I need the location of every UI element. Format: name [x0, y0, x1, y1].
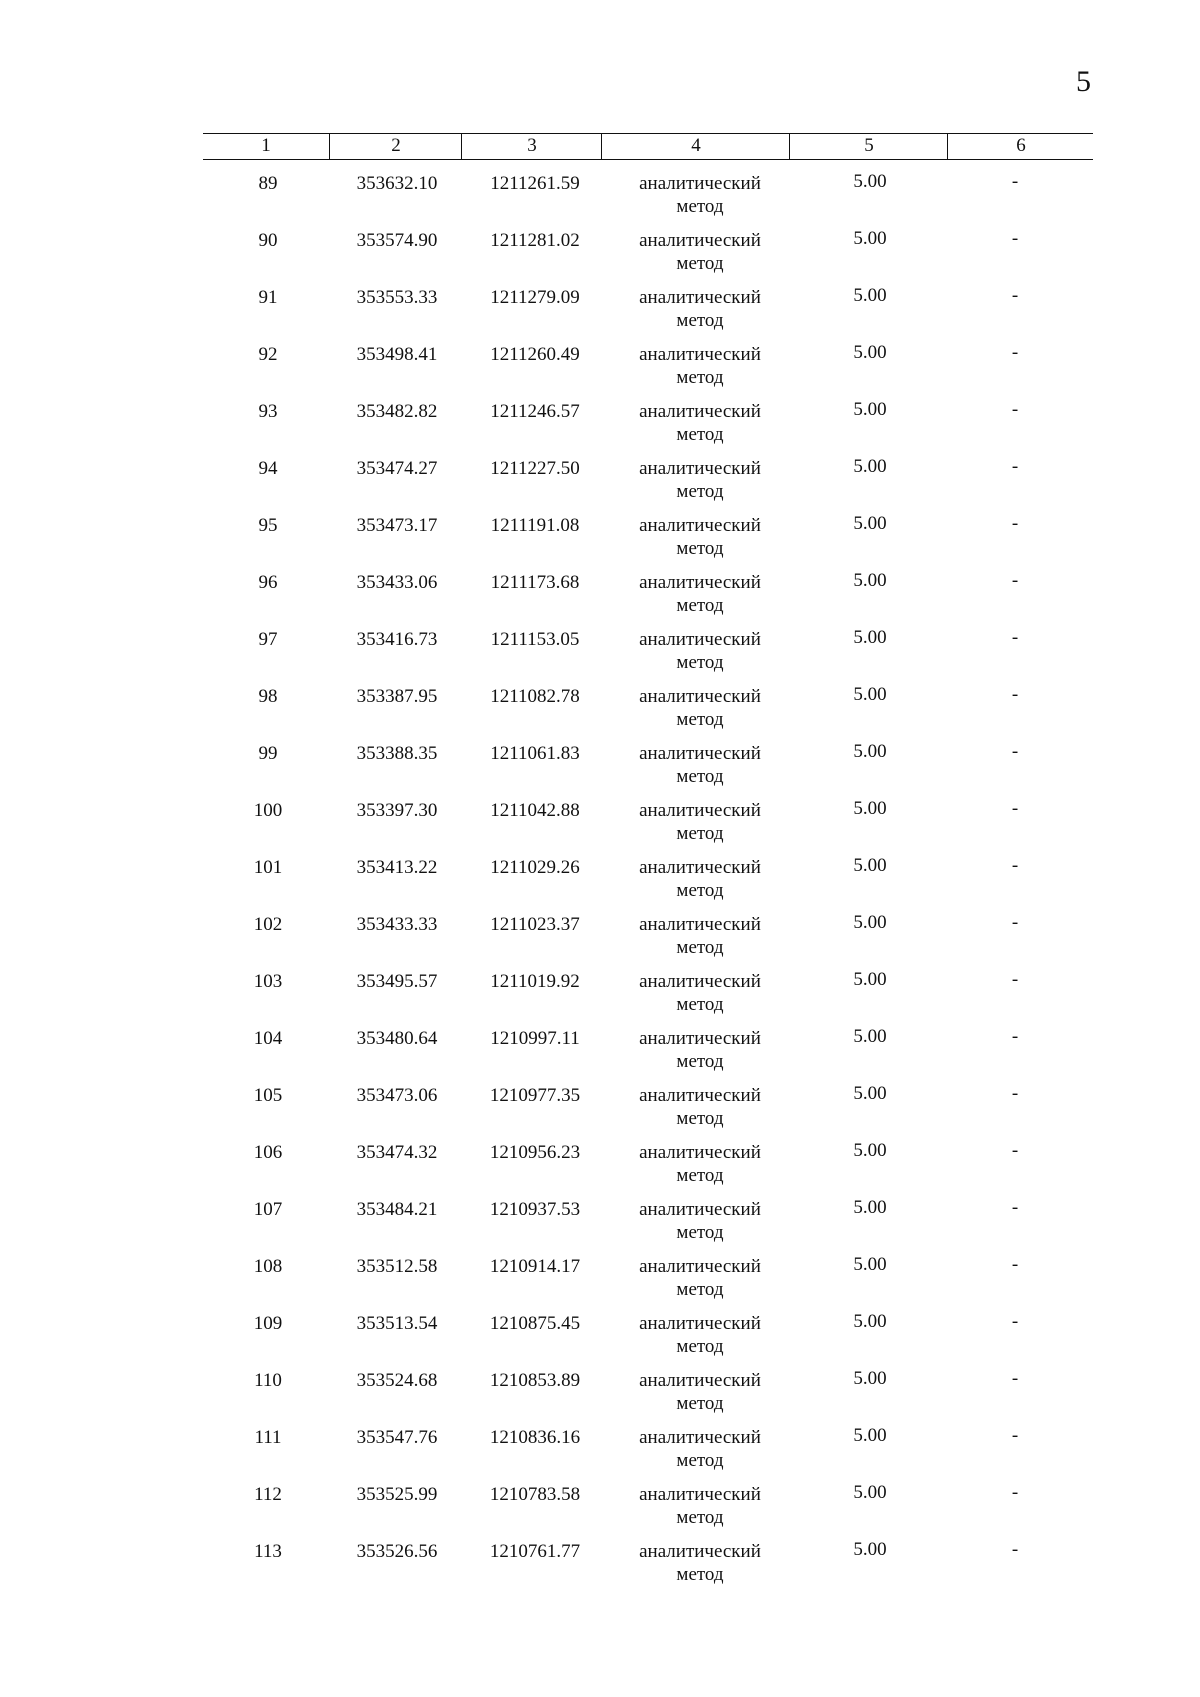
x-coordinate-cell: 353433.33	[356, 914, 438, 935]
method-line-1: аналитический	[639, 1199, 761, 1220]
note-cell: -	[1011, 1368, 1019, 1389]
note-cell: -	[1011, 570, 1019, 591]
y-coordinate-cell: 1211019.92	[490, 971, 580, 992]
method-line-1: аналитический	[639, 173, 761, 194]
method-cell	[605, 685, 795, 731]
method-line-2: метод	[676, 709, 724, 730]
method-cell	[605, 1483, 795, 1529]
accuracy-value-cell: 5.00	[853, 1368, 887, 1389]
x-coordinate-cell: 353397.30	[356, 800, 438, 821]
point-number-cell: 96	[258, 572, 278, 593]
y-coordinate-cell: 1210853.89	[489, 1370, 581, 1391]
x-coordinate-cell: 353553.33	[356, 287, 438, 308]
accuracy-value-cell: 5.00	[853, 171, 887, 192]
point-number-cell: 107	[253, 1199, 283, 1220]
accuracy-value-cell: 5.00	[853, 1083, 887, 1104]
note-cell: -	[1011, 741, 1019, 762]
method-line-2: метод	[676, 310, 724, 331]
x-coordinate-cell: 353473.17	[356, 515, 438, 536]
accuracy-value-cell: 5.00	[853, 627, 887, 648]
point-number-cell: 103	[253, 971, 283, 992]
x-coordinate-cell: 353388.35	[356, 743, 438, 764]
point-number-cell: 111	[254, 1427, 282, 1448]
point-number-cell: 99	[258, 743, 278, 764]
point-number-cell: 113	[254, 1541, 282, 1562]
method-cell	[605, 1369, 795, 1415]
note-cell: -	[1011, 285, 1019, 306]
point-number-cell: 108	[253, 1256, 283, 1277]
point-number-cell: 105	[253, 1085, 283, 1106]
method-line-1: аналитический	[639, 344, 761, 365]
method-line-1: аналитический	[639, 458, 761, 479]
method-cell	[605, 286, 795, 332]
table-row	[0, 1255, 1200, 1312]
y-coordinate-cell: 1211082.78	[490, 686, 580, 707]
table-row	[0, 400, 1200, 457]
x-coordinate-cell: 353513.54	[356, 1313, 438, 1334]
table-row	[0, 913, 1200, 970]
table-row	[0, 1369, 1200, 1426]
y-coordinate-cell: 1211227.50	[490, 458, 580, 479]
note-cell: -	[1011, 627, 1019, 648]
point-number-cell: 92	[258, 344, 278, 365]
method-line-2: метод	[676, 1165, 724, 1186]
method-cell	[605, 1312, 795, 1358]
note-cell: -	[1011, 855, 1019, 876]
note-cell: -	[1011, 513, 1019, 534]
table-row	[0, 286, 1200, 343]
method-line-2: метод	[676, 937, 724, 958]
method-cell	[605, 799, 795, 845]
method-cell	[605, 1027, 795, 1073]
accuracy-value-cell: 5.00	[853, 1425, 887, 1446]
table-row	[0, 571, 1200, 628]
accuracy-value-cell: 5.00	[853, 798, 887, 819]
x-coordinate-cell: 353512.58	[356, 1256, 438, 1277]
point-number-cell: 91	[258, 287, 278, 308]
method-line-1: аналитический	[639, 1028, 761, 1049]
point-number-cell: 104	[253, 1028, 283, 1049]
header-cell-5: 5	[789, 134, 948, 159]
method-line-2: метод	[676, 595, 724, 616]
x-coordinate-cell: 353474.32	[356, 1142, 438, 1163]
method-line-2: метод	[676, 196, 724, 217]
method-line-2: метод	[676, 367, 724, 388]
header-cell-1: 1	[261, 135, 271, 156]
y-coordinate-cell: 1211281.02	[490, 230, 580, 251]
page-number: 5	[1076, 65, 1091, 98]
method-cell	[605, 1540, 795, 1586]
method-line-1: аналитический	[639, 1484, 761, 1505]
point-number-cell: 100	[253, 800, 283, 821]
x-coordinate-cell: 353482.82	[356, 401, 438, 422]
method-line-2: метод	[676, 823, 724, 844]
y-coordinate-cell: 1211153.05	[490, 629, 580, 650]
method-cell	[605, 913, 795, 959]
x-coordinate-cell: 353433.06	[356, 572, 438, 593]
method-line-1: аналитический	[639, 287, 761, 308]
method-line-2: метод	[676, 1393, 724, 1414]
note-cell: -	[1011, 1083, 1019, 1104]
method-line-1: аналитический	[639, 629, 761, 650]
note-cell: -	[1011, 399, 1019, 420]
y-coordinate-cell: 1210977.35	[489, 1085, 581, 1106]
y-coordinate-cell: 1210914.17	[489, 1256, 581, 1277]
table-row	[0, 343, 1200, 400]
accuracy-value-cell: 5.00	[853, 285, 887, 306]
note-cell: -	[1011, 342, 1019, 363]
method-cell	[605, 742, 795, 788]
x-coordinate-cell: 353495.57	[356, 971, 438, 992]
point-number-cell: 97	[258, 629, 278, 650]
point-number-cell: 110	[254, 1370, 282, 1391]
method-line-1: аналитический	[639, 914, 761, 935]
table-row	[0, 685, 1200, 742]
point-number-cell: 90	[258, 230, 278, 251]
table-row	[0, 1540, 1200, 1597]
header-cell-2: 2	[329, 134, 462, 159]
method-line-1: аналитический	[639, 1085, 761, 1106]
accuracy-value-cell: 5.00	[853, 855, 887, 876]
point-number-cell: 89	[258, 173, 278, 194]
y-coordinate-cell: 1211191.08	[490, 515, 580, 536]
table-row	[0, 229, 1200, 286]
method-line-2: метод	[676, 1336, 724, 1357]
table-row	[0, 742, 1200, 799]
method-line-2: метод	[676, 481, 724, 502]
method-line-1: аналитический	[639, 971, 761, 992]
y-coordinate-cell: 1210783.58	[489, 1484, 581, 1505]
y-coordinate-cell: 1211279.09	[490, 287, 580, 308]
table-row	[0, 628, 1200, 685]
method-line-1: аналитический	[639, 1142, 761, 1163]
method-line-1: аналитический	[639, 572, 761, 593]
method-cell	[605, 1084, 795, 1130]
accuracy-value-cell: 5.00	[853, 513, 887, 534]
accuracy-value-cell: 5.00	[853, 912, 887, 933]
point-number-cell: 93	[258, 401, 278, 422]
table-header	[203, 133, 1093, 160]
x-coordinate-cell: 353416.73	[356, 629, 438, 650]
y-coordinate-cell: 1211173.68	[490, 572, 580, 593]
accuracy-value-cell: 5.00	[853, 1197, 887, 1218]
accuracy-value-cell: 5.00	[853, 342, 887, 363]
method-cell	[605, 970, 795, 1016]
note-cell: -	[1011, 969, 1019, 990]
note-cell: -	[1011, 1425, 1019, 1446]
method-line-2: метод	[676, 538, 724, 559]
method-cell	[605, 1255, 795, 1301]
header-cell-3: 3	[461, 134, 602, 159]
table-row	[0, 1084, 1200, 1141]
y-coordinate-cell: 1211042.88	[490, 800, 580, 821]
method-line-2: метод	[676, 766, 724, 787]
method-line-2: метод	[676, 1051, 724, 1072]
method-cell	[605, 229, 795, 275]
accuracy-value-cell: 5.00	[853, 1539, 887, 1560]
point-number-cell: 102	[253, 914, 283, 935]
x-coordinate-cell: 353524.68	[356, 1370, 438, 1391]
note-cell: -	[1011, 456, 1019, 477]
accuracy-value-cell: 5.00	[853, 741, 887, 762]
accuracy-value-cell: 5.00	[853, 969, 887, 990]
note-cell: -	[1011, 1539, 1019, 1560]
method-line-2: метод	[676, 1222, 724, 1243]
method-cell	[605, 1426, 795, 1472]
table-row	[0, 514, 1200, 571]
method-line-1: аналитический	[639, 230, 761, 251]
method-line-2: метод	[676, 424, 724, 445]
x-coordinate-cell: 353387.95	[356, 686, 438, 707]
point-number-cell: 101	[253, 857, 283, 878]
point-number-cell: 112	[254, 1484, 282, 1505]
method-line-1: аналитический	[639, 1541, 761, 1562]
method-line-2: метод	[676, 994, 724, 1015]
method-line-2: метод	[676, 1564, 724, 1585]
method-cell	[605, 571, 795, 617]
table-row	[0, 1312, 1200, 1369]
note-cell: -	[1011, 171, 1019, 192]
method-line-2: метод	[676, 1279, 724, 1300]
method-line-1: аналитический	[639, 800, 761, 821]
accuracy-value-cell: 5.00	[853, 1254, 887, 1275]
note-cell: -	[1011, 228, 1019, 249]
method-line-2: метод	[676, 1507, 724, 1528]
method-cell	[605, 514, 795, 560]
x-coordinate-cell: 353413.22	[356, 857, 438, 878]
note-cell: -	[1011, 684, 1019, 705]
method-cell	[605, 172, 795, 218]
x-coordinate-cell: 353498.41	[356, 344, 438, 365]
method-cell	[605, 1141, 795, 1187]
y-coordinate-cell: 1211260.49	[490, 344, 580, 365]
method-line-1: аналитический	[639, 743, 761, 764]
method-cell	[605, 628, 795, 674]
x-coordinate-cell: 353574.90	[356, 230, 438, 251]
method-line-2: метод	[676, 652, 724, 673]
y-coordinate-cell: 1211246.57	[490, 401, 580, 422]
accuracy-value-cell: 5.00	[853, 456, 887, 477]
accuracy-value-cell: 5.00	[853, 1482, 887, 1503]
method-line-2: метод	[676, 1108, 724, 1129]
method-line-1: аналитический	[639, 1427, 761, 1448]
point-number-cell: 106	[253, 1142, 283, 1163]
y-coordinate-cell: 1211061.83	[490, 743, 580, 764]
x-coordinate-cell: 353547.76	[356, 1427, 438, 1448]
method-cell	[605, 400, 795, 446]
x-coordinate-cell: 353484.21	[356, 1199, 438, 1220]
method-line-2: метод	[676, 880, 724, 901]
accuracy-value-cell: 5.00	[853, 1026, 887, 1047]
y-coordinate-cell: 1211029.26	[490, 857, 580, 878]
method-line-1: аналитический	[639, 1370, 761, 1391]
note-cell: -	[1011, 912, 1019, 933]
method-line-2: метод	[676, 253, 724, 274]
y-coordinate-cell: 1210937.53	[489, 1199, 581, 1220]
table-row	[0, 172, 1200, 229]
x-coordinate-cell: 353632.10	[356, 173, 438, 194]
point-number-cell: 109	[253, 1313, 283, 1334]
method-line-1: аналитический	[639, 401, 761, 422]
table-row	[0, 1426, 1200, 1483]
table-row	[0, 970, 1200, 1027]
point-number-cell: 98	[258, 686, 278, 707]
method-cell	[605, 856, 795, 902]
table-row	[0, 799, 1200, 856]
note-cell: -	[1011, 1254, 1019, 1275]
note-cell: -	[1011, 798, 1019, 819]
method-cell	[605, 343, 795, 389]
method-cell	[605, 1198, 795, 1244]
method-cell	[605, 457, 795, 503]
x-coordinate-cell: 353474.27	[356, 458, 438, 479]
y-coordinate-cell: 1211023.37	[490, 914, 580, 935]
table-body	[0, 172, 1200, 1597]
table-row	[0, 1198, 1200, 1255]
y-coordinate-cell: 1210761.77	[489, 1541, 581, 1562]
note-cell: -	[1011, 1026, 1019, 1047]
note-cell: -	[1011, 1140, 1019, 1161]
table-row	[0, 1027, 1200, 1084]
header-cell-4: 4	[601, 134, 790, 159]
x-coordinate-cell: 353526.56	[356, 1541, 438, 1562]
method-line-1: аналитический	[639, 1256, 761, 1277]
y-coordinate-cell: 1210956.23	[489, 1142, 581, 1163]
accuracy-value-cell: 5.00	[853, 1311, 887, 1332]
note-cell: -	[1011, 1482, 1019, 1503]
method-line-1: аналитический	[639, 686, 761, 707]
table-row	[0, 856, 1200, 913]
method-line-2: метод	[676, 1450, 724, 1471]
x-coordinate-cell: 353473.06	[356, 1085, 438, 1106]
point-number-cell: 95	[258, 515, 278, 536]
y-coordinate-cell: 1210836.16	[489, 1427, 581, 1448]
note-cell: -	[1011, 1197, 1019, 1218]
table-row	[0, 1141, 1200, 1198]
accuracy-value-cell: 5.00	[853, 399, 887, 420]
table-row	[0, 457, 1200, 514]
header-cell-6: 6	[947, 134, 1094, 159]
accuracy-value-cell: 5.00	[853, 570, 887, 591]
method-line-1: аналитический	[639, 1313, 761, 1334]
method-line-1: аналитический	[639, 515, 761, 536]
point-number-cell: 94	[258, 458, 278, 479]
y-coordinate-cell: 1211261.59	[490, 173, 580, 194]
accuracy-value-cell: 5.00	[853, 684, 887, 705]
accuracy-value-cell: 5.00	[853, 1140, 887, 1161]
method-line-1: аналитический	[639, 857, 761, 878]
x-coordinate-cell: 353480.64	[356, 1028, 438, 1049]
y-coordinate-cell: 1210875.45	[489, 1313, 581, 1334]
table-row	[0, 1483, 1200, 1540]
y-coordinate-cell: 1210997.11	[490, 1028, 580, 1049]
x-coordinate-cell: 353525.99	[356, 1484, 438, 1505]
accuracy-value-cell: 5.00	[853, 228, 887, 249]
note-cell: -	[1011, 1311, 1019, 1332]
